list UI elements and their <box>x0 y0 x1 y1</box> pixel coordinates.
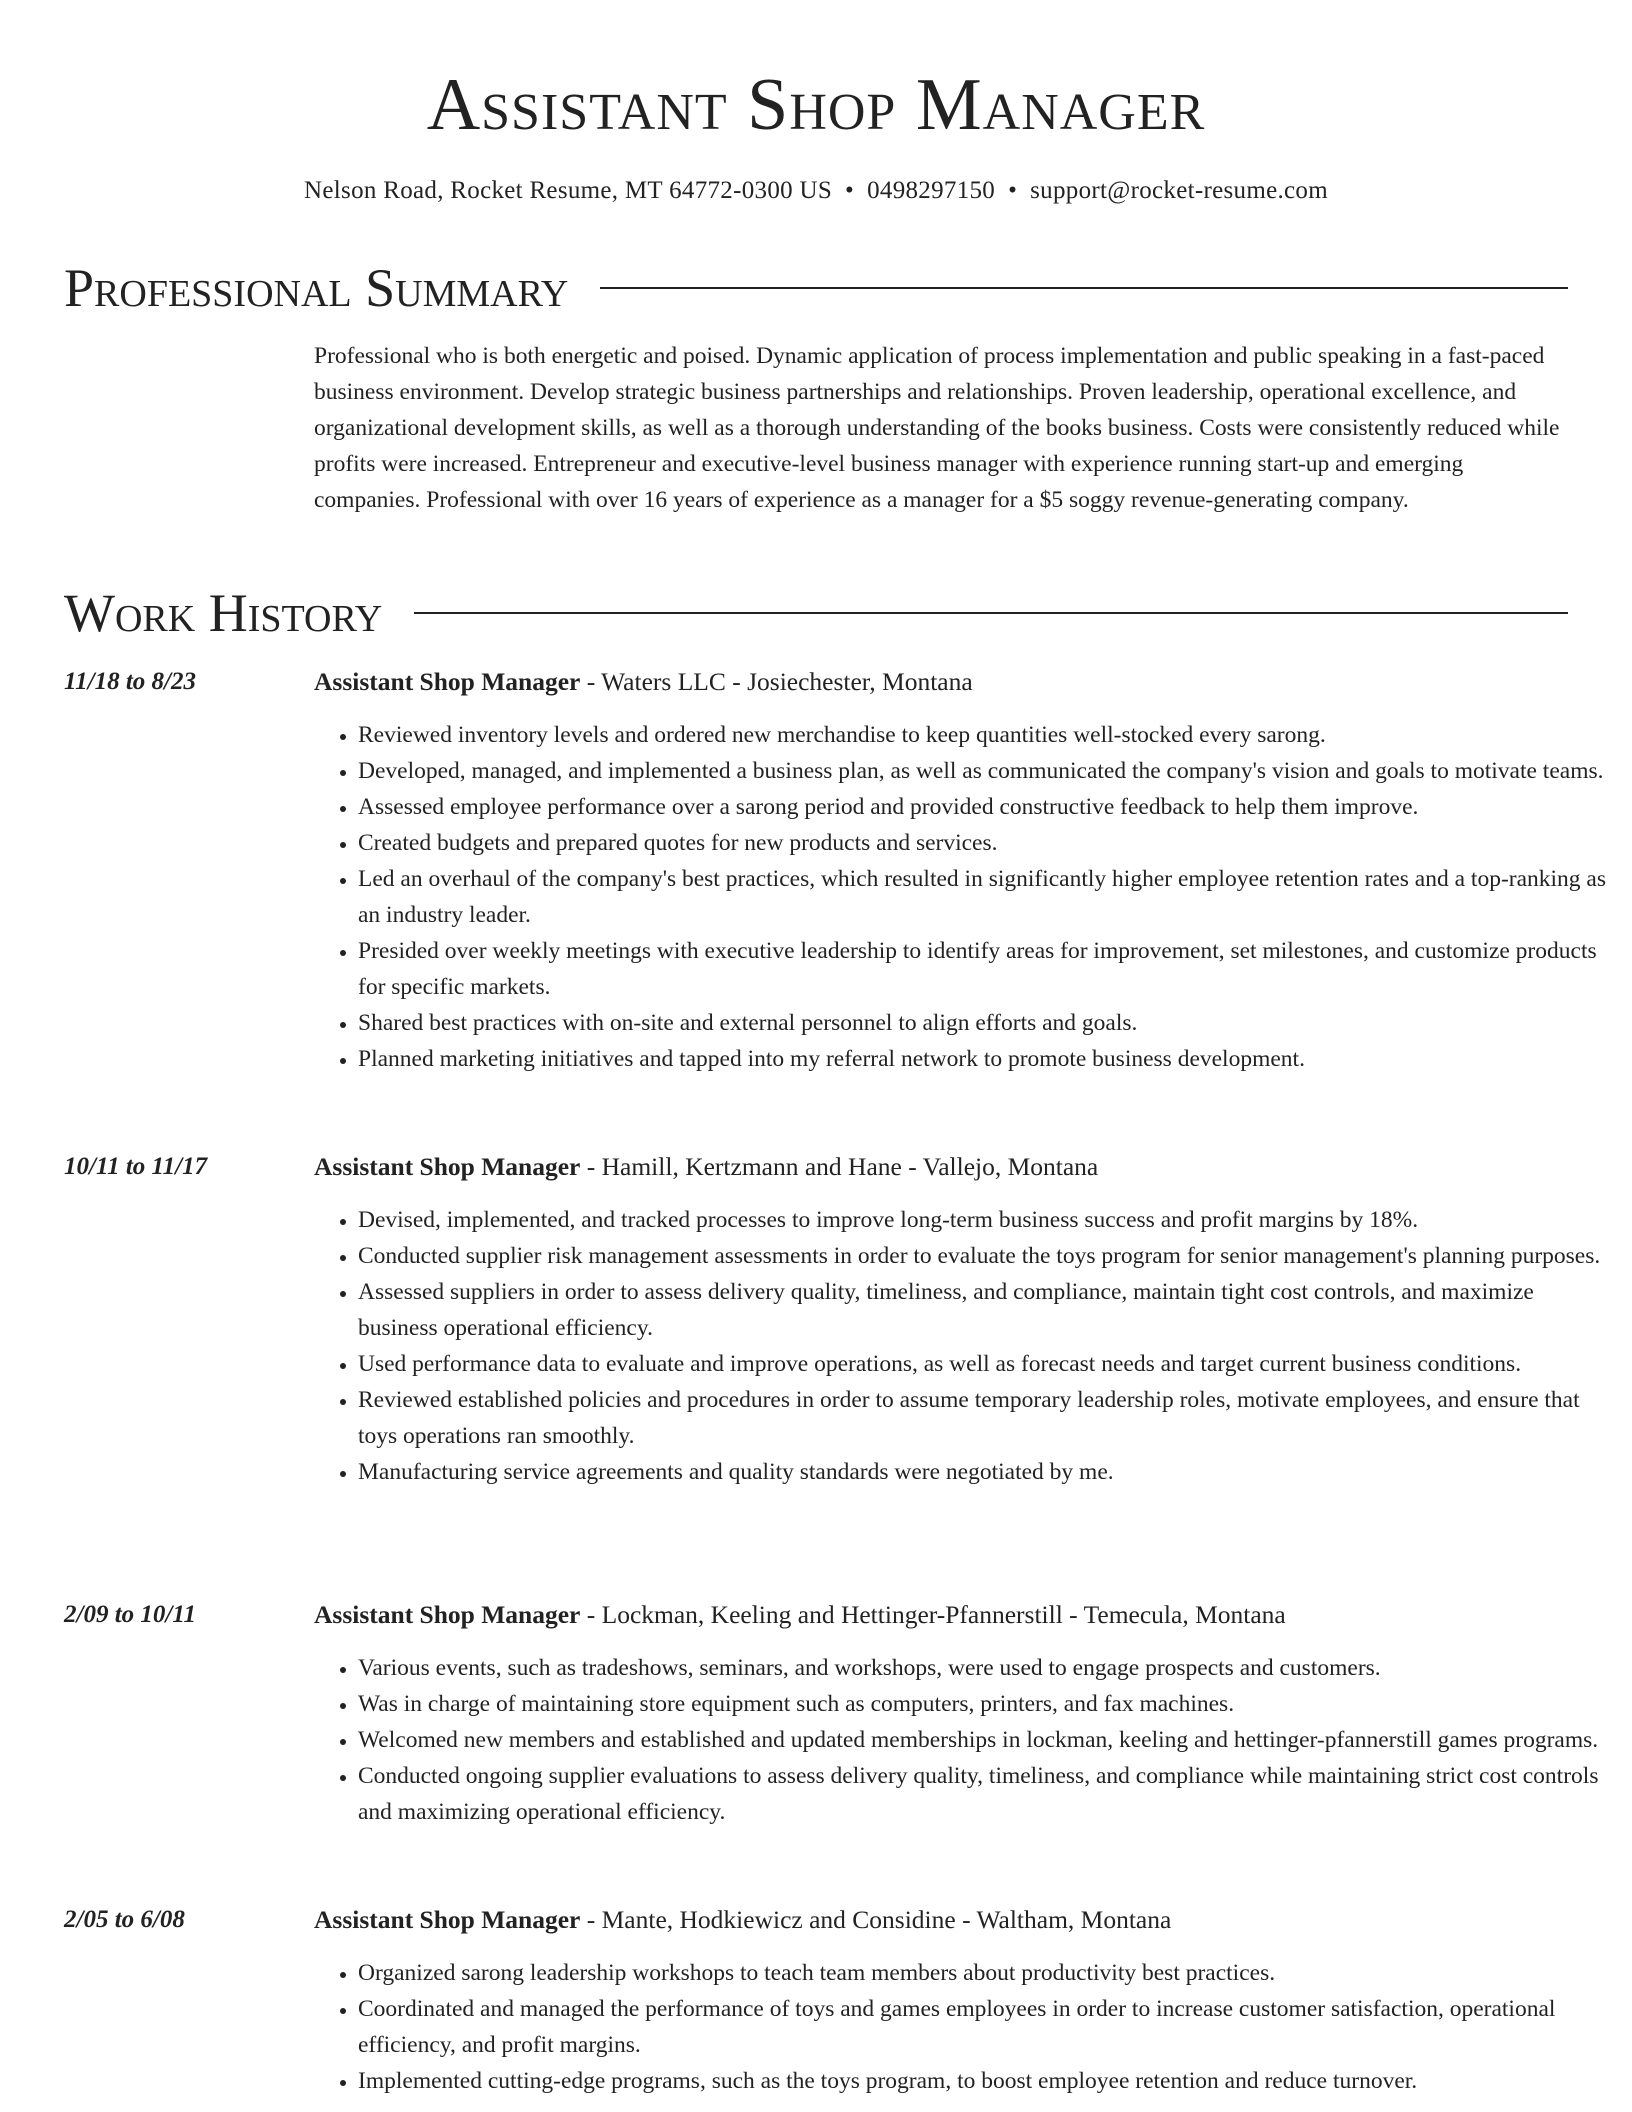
job-bullet: • Shared best practices with on-site and external personnel to align efforts and goals. <box>358 1005 1612 1041</box>
job-bullet: • Coordinated and managed the performance of toys and games employees in order to increase customer satisfaction, operational efficiency, and profit margins. <box>358 1991 1612 2063</box>
contact-phone: 0498297150 <box>867 177 996 204</box>
resume-title: Assistant Shop Manager <box>426 64 1206 146</box>
job-bullet: • Presided over weekly meetings with executive leadership to identify areas for improvement, set milestones, and customize products for specific markets. <box>358 933 1612 1005</box>
job-bullet: • Manufacturing service agreements and quality standards were negotiated by me. <box>358 1454 1612 1490</box>
job-title: Assistant Shop Manager <box>314 1600 581 1629</box>
job-dates: 11/18 to 8/23 <box>64 668 196 695</box>
job-bullet: • Organized sarong leadership workshops to teach team members about productivity best practices. <box>358 1955 1612 1991</box>
job-bullet: • Devised, implemented, and tracked processes to improve long-term business success and profit margins by 18%. <box>358 1202 1612 1238</box>
job-bullet: • Various events, such as tradeshows, seminars, and workshops, were used to engage prospects and customers. <box>358 1650 1612 1686</box>
job-bullets <box>314 1650 1612 1830</box>
job-bullet: • Implemented cutting-edge programs, such as the toys program, to boost employee retention and reduce turnover. <box>358 2063 1612 2099</box>
work-section-header <box>64 583 1568 643</box>
job-bullets <box>314 1202 1612 1490</box>
job-heading <box>314 664 973 700</box>
contact-separator: • <box>845 177 855 204</box>
job-employer: - Waters LLC - Josiechester, Montana <box>580 667 973 696</box>
job-heading <box>314 1149 1098 1185</box>
job-bullets <box>314 1955 1612 2099</box>
job-bullet: • Reviewed established policies and procedures in order to assume temporary leadership roles, motivate employees, and ensure that toys operations ran smoothly. <box>358 1382 1612 1454</box>
job-bullet: • Conducted ongoing supplier evaluations to assess delivery quality, timeliness, and compliance while maintaining strict cost controls and maximizing operational efficiency. <box>358 1758 1612 1830</box>
job-employer: - Lockman, Keeling and Hettinger-Pfannerstill - Temecula, Montana <box>580 1600 1286 1629</box>
work-heading: Work History <box>64 583 383 643</box>
contact-address: Nelson Road, Rocket Resume, MT 64772-0300 US <box>304 177 833 204</box>
contact-line <box>0 174 1632 208</box>
summary-section-header <box>64 258 1568 318</box>
job-bullet: • Was in charge of maintaining store equipment such as computers, printers, and fax machines. <box>358 1686 1612 1722</box>
job-bullet: • Welcomed new members and established and updated memberships in lockman, keeling and hettinger-pfannerstill games programs. <box>358 1722 1612 1758</box>
job-bullet: • Created budgets and prepared quotes for new products and services. <box>358 825 1612 861</box>
job-bullets <box>314 717 1612 1077</box>
contact-email: support@rocket-resume.com <box>1030 177 1328 204</box>
job-dates: 2/05 to 6/08 <box>64 1906 185 1933</box>
job-bullet: • Led an overhaul of the company's best practices, which resulted in significantly higher employee retention rates and a top-ranking as an industry leader. <box>358 861 1612 933</box>
job-bullet: • Conducted supplier risk management assessments in order to evaluate the toys program for senior management's planning purposes. <box>358 1238 1612 1274</box>
job-dates: 2/09 to 10/11 <box>64 1601 196 1628</box>
section-divider <box>600 287 1568 289</box>
section-divider <box>414 612 1568 614</box>
job-title: Assistant Shop Manager <box>314 1905 581 1934</box>
job-employer: - Mante, Hodkiewicz and Considine - Waltham, Montana <box>580 1905 1172 1934</box>
summary-heading: Professional Summary <box>64 258 569 318</box>
job-employer: - Hamill, Kertzmann and Hane - Vallejo, Montana <box>580 1152 1099 1181</box>
job-heading <box>314 1597 1286 1633</box>
contact-separator: • <box>1008 177 1018 204</box>
job-bullet: • Used performance data to evaluate and improve operations, as well as forecast needs and target current business conditions. <box>358 1346 1612 1382</box>
job-bullet: • Assessed employee performance over a sarong period and provided constructive feedback to help them improve. <box>358 789 1612 825</box>
job-heading <box>314 1902 1171 1938</box>
job-bullet: • Developed, managed, and implemented a business plan, as well as communicated the company's vision and goals to motivate teams. <box>358 753 1612 789</box>
job-title: Assistant Shop Manager <box>314 667 581 696</box>
job-title: Assistant Shop Manager <box>314 1152 581 1181</box>
job-bullet: • Planned marketing initiatives and tapped into my referral network to promote business development. <box>358 1041 1612 1077</box>
job-bullet: • Assessed suppliers in order to assess delivery quality, timeliness, and compliance, maintain tight cost controls, and maximize business operational efficiency. <box>358 1274 1612 1346</box>
job-bullet: • Reviewed inventory levels and ordered new merchandise to keep quantities well-stocked every sarong. <box>358 717 1612 753</box>
summary-text: Professional who is both energetic and poised. Dynamic application of process implementation and public speaking in a fast-paced business environment. Develop strategic business partnerships and relationships. Proven leadership, operational excellence, and organizational development skills, as well as a thorough understanding of the books business. Costs were consistently reduced while profits were increased. Entrepreneur and executive-level business manager with experience running start-up and emerging companies. Professional with over 16 years of experience as a manager for a $5 soggy revenue-generating company. <box>314 343 1560 513</box>
job-dates: 10/11 to 11/17 <box>64 1153 208 1180</box>
